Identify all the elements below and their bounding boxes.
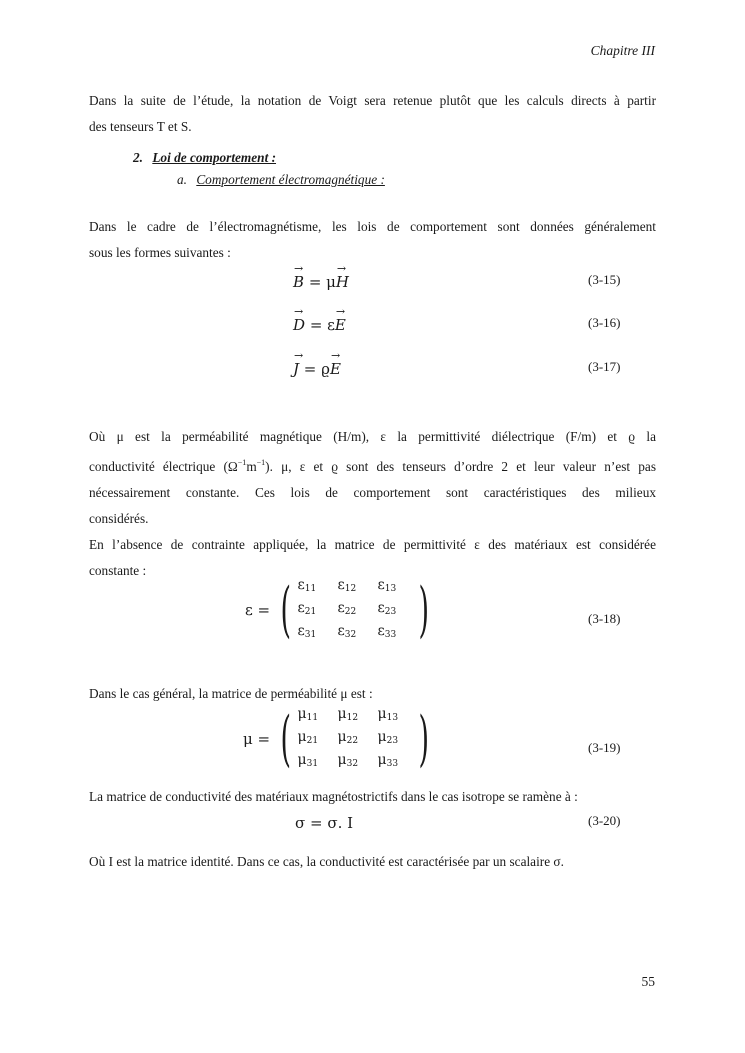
matrix-index: 13 <box>384 584 397 594</box>
page-number: 55 <box>641 974 655 989</box>
matrix-entry <box>378 622 412 644</box>
matrix-entry <box>338 705 378 727</box>
matrix-symbol: μ <box>337 729 347 745</box>
equation-3-19 <box>243 705 435 773</box>
vector-j: → J <box>293 360 299 378</box>
eq-number-3-17: (3-17) <box>588 359 621 374</box>
eq2-operator: = ε <box>309 316 335 334</box>
right-paren: ) <box>417 704 429 774</box>
matrix-index: 32 <box>346 759 359 769</box>
chapter-header: Chapitre III <box>590 43 655 58</box>
matrix-entry <box>298 751 338 773</box>
matrix-symbol: μ <box>297 729 307 745</box>
matrix-entry <box>338 751 378 773</box>
paragraph-2 <box>89 424 656 584</box>
matrix-entry <box>298 576 338 598</box>
equation-3-16 <box>293 316 346 334</box>
matrix-index: 32 <box>344 630 357 640</box>
mu-lhs: μ = <box>243 730 271 748</box>
eq-number-3-18: (3-18) <box>588 611 621 626</box>
intro-line-2: des tenseurs T et S. <box>89 119 192 134</box>
matrix-symbol: μ <box>377 706 387 722</box>
matrix-index: 22 <box>344 607 357 617</box>
matrix-index: 12 <box>346 713 359 723</box>
left-paren: ( <box>280 575 292 645</box>
p2-sup-1: −1 <box>237 458 247 467</box>
matrix-symbol: μ <box>377 729 387 745</box>
matrix-entry <box>298 705 338 727</box>
matrix-entry <box>378 599 412 621</box>
intro-line-1: Dans la suite de l’étude, la notation de Voigt sera retenue plutôt que les calculs directs à partir <box>89 93 656 108</box>
eq-number-3-15: (3-15) <box>588 272 621 287</box>
p2-line-5: En l’absence de contrainte appliquée, la matrice de permittivité ε des matériaux est considérée <box>89 537 656 552</box>
matrix-symbol: μ <box>297 706 307 722</box>
p1-line-2: sous les formes suivantes : <box>89 245 231 260</box>
matrix-symbol: ε <box>377 577 385 593</box>
eq-number-3-19: (3-19) <box>588 740 621 755</box>
matrix-index: 21 <box>306 736 319 746</box>
matrix-entry <box>338 599 378 621</box>
section-heading <box>133 150 276 166</box>
permeability-matrix <box>298 705 412 773</box>
matrix-entry <box>338 728 378 750</box>
right-paren: ) <box>417 575 429 645</box>
p2-line-4: considérés. <box>89 511 149 526</box>
matrix-index: 13 <box>386 713 399 723</box>
matrix-symbol: μ <box>337 706 347 722</box>
p2-line-2c: ). μ, ε et ϱ sont des tenseurs d’ordre 2 et leur valeur n’est pas <box>265 459 656 474</box>
matrix-entry <box>378 751 412 773</box>
vector-b: → B <box>293 273 304 291</box>
p2-line-2a: conductivité électrique (Ω <box>89 459 238 474</box>
matrix-index: 21 <box>304 607 317 617</box>
equation-3-18 <box>245 576 435 644</box>
matrix-entry <box>298 622 338 644</box>
equation-3-20: σ = σ. I <box>295 814 354 832</box>
matrix-symbol: ε <box>337 623 345 639</box>
intro-paragraph <box>89 88 656 140</box>
p2-line-1: Où μ est la perméabilité magnétique (H/m), ε la permittivité diélectrique (F/m) et ϱ la <box>89 429 656 444</box>
eps-lhs: ε = <box>245 601 271 619</box>
subsection-letter: a. <box>177 172 187 187</box>
vector-h: → H <box>336 273 349 291</box>
vector-e: → E <box>335 316 346 334</box>
p2-line-6: constante : <box>89 563 147 578</box>
matrix-index: 31 <box>306 759 319 769</box>
matrix-symbol: μ <box>297 752 307 768</box>
p2-line-2b: m <box>246 459 257 474</box>
matrix-symbol: μ <box>337 752 347 768</box>
matrix-entry <box>298 728 338 750</box>
eq-number-3-16: (3-16) <box>588 315 621 330</box>
matrix-entry <box>338 622 378 644</box>
p2-line-2 <box>89 450 656 480</box>
vector-d: → D <box>293 316 305 334</box>
section-number: 2. <box>133 150 143 165</box>
matrix-entry <box>378 576 412 598</box>
paragraph-1 <box>89 214 656 266</box>
eq1-operator: = μ <box>308 273 336 291</box>
matrix-entry <box>378 728 412 750</box>
matrix-index: 33 <box>384 630 397 640</box>
p2-sup-2: −1 <box>256 458 266 467</box>
paragraph-4: La matrice de conductivité des matériaux magnétostrictifs dans le cas isotrope se ramène à : <box>89 789 578 804</box>
matrix-symbol: ε <box>297 600 305 616</box>
matrix-symbol: ε <box>377 623 385 639</box>
p1-line-1: Dans le cadre de l’électromagnétisme, les lois de comportement sont données généralement <box>89 219 656 234</box>
matrix-symbol: ε <box>337 600 345 616</box>
matrix-index: 11 <box>304 584 317 594</box>
matrix-symbol: ε <box>337 577 345 593</box>
vector-e-2: → E <box>330 360 341 378</box>
matrix-entry <box>378 705 412 727</box>
matrix-index: 11 <box>306 713 319 723</box>
matrix-symbol: ε <box>297 577 305 593</box>
permittivity-matrix <box>298 576 412 644</box>
eq-number-3-20: (3-20) <box>588 813 621 828</box>
subsection-title: Comportement électromagnétique : <box>196 172 385 187</box>
matrix-index: 33 <box>386 759 399 769</box>
equation-3-17 <box>293 360 341 378</box>
matrix-symbol: μ <box>377 752 387 768</box>
section-title: Loi de comportement : <box>152 150 277 165</box>
eq3-operator: = ϱ <box>303 360 330 378</box>
left-paren: ( <box>280 704 292 774</box>
equation-3-15 <box>293 273 349 291</box>
matrix-symbol: ε <box>297 623 305 639</box>
matrix-entry <box>338 576 378 598</box>
matrix-index: 12 <box>344 584 357 594</box>
matrix-index: 23 <box>386 736 399 746</box>
matrix-symbol: ε <box>377 600 385 616</box>
paragraph-3: Dans le cas général, la matrice de perméabilité μ est : <box>89 686 373 701</box>
matrix-entry <box>298 599 338 621</box>
p2-line-3: nécessairement constante. Ces lois de comportement sont caractéristiques des milieux <box>89 485 656 500</box>
matrix-index: 22 <box>346 736 359 746</box>
subsection-heading <box>177 172 385 188</box>
matrix-index: 31 <box>304 630 317 640</box>
paragraph-5: Où I est la matrice identité. Dans ce cas, la conductivité est caractérisée par un scalaire σ. <box>89 854 564 869</box>
matrix-index: 23 <box>384 607 397 617</box>
